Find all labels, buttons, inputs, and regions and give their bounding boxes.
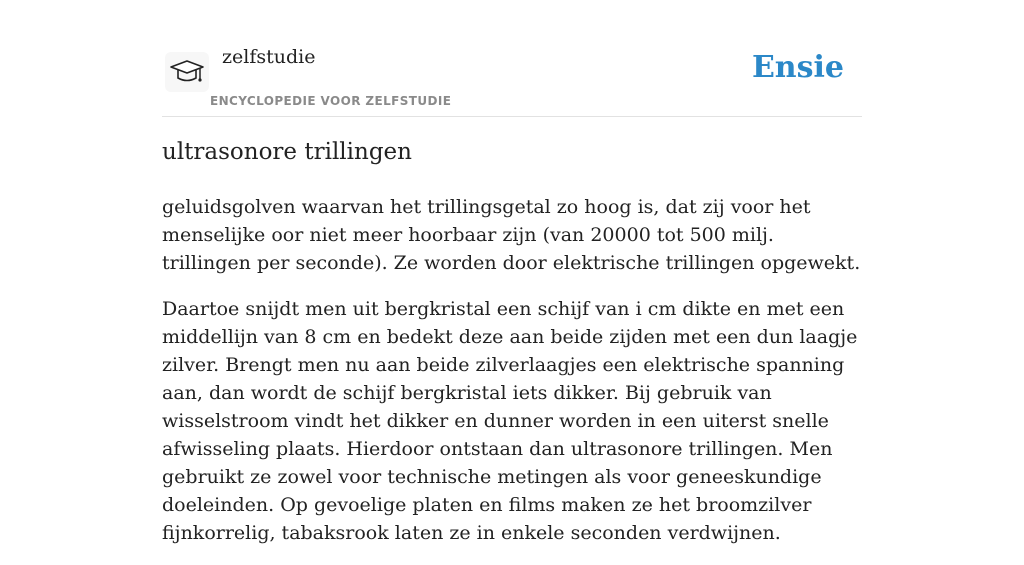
page [162,0,862,544]
site-name-link[interactable]: zelfstudie [222,46,316,68]
ensie-brand-link[interactable]: Ensie [751,50,844,85]
article-body [162,193,862,565]
page-title: ultrasonore trillingen [162,139,412,165]
article-paragraph: Daartoe snijdt men uit bergkristal een schijf van i cm dikte en met een middellijn van 8 cm en bedekt deze aan beide zijden met een dun laagje zilver. Brengt men nu aan beide zilverlaagjes een elektrische spanning aan, dan wordt de schijf bergkristal iets dikker. Bij gebruik van wisselstroom vindt het dikker en dunner worden in een uiterst snelle afwisseling plaats. Hierdoor ontstaan dan ultrasonore trillingen. Men gebruikt ze zowel voor technische metingen als voor geneeskundige doeleinden. Op gevoelige platen en films maken ze het broomzilver fijnkorrelig, tabaksrook laten ze in enkele seconden verdwijnen. [162,298,858,544]
site-header [162,0,862,117]
article-paragraph: geluidsgolven waarvan het trillingsgetal zo hoog is, dat zij voor het menselijke oor niet meer hoorbaar zijn (van 20000 tot 500 milj. trillingen per seconde). Ze worden door elektrische trillingen opgewekt. [162,196,861,274]
site-logo[interactable] [165,52,209,92]
site-tagline: ENCYCLOPEDIE VOOR ZELFSTUDIE [210,94,452,108]
